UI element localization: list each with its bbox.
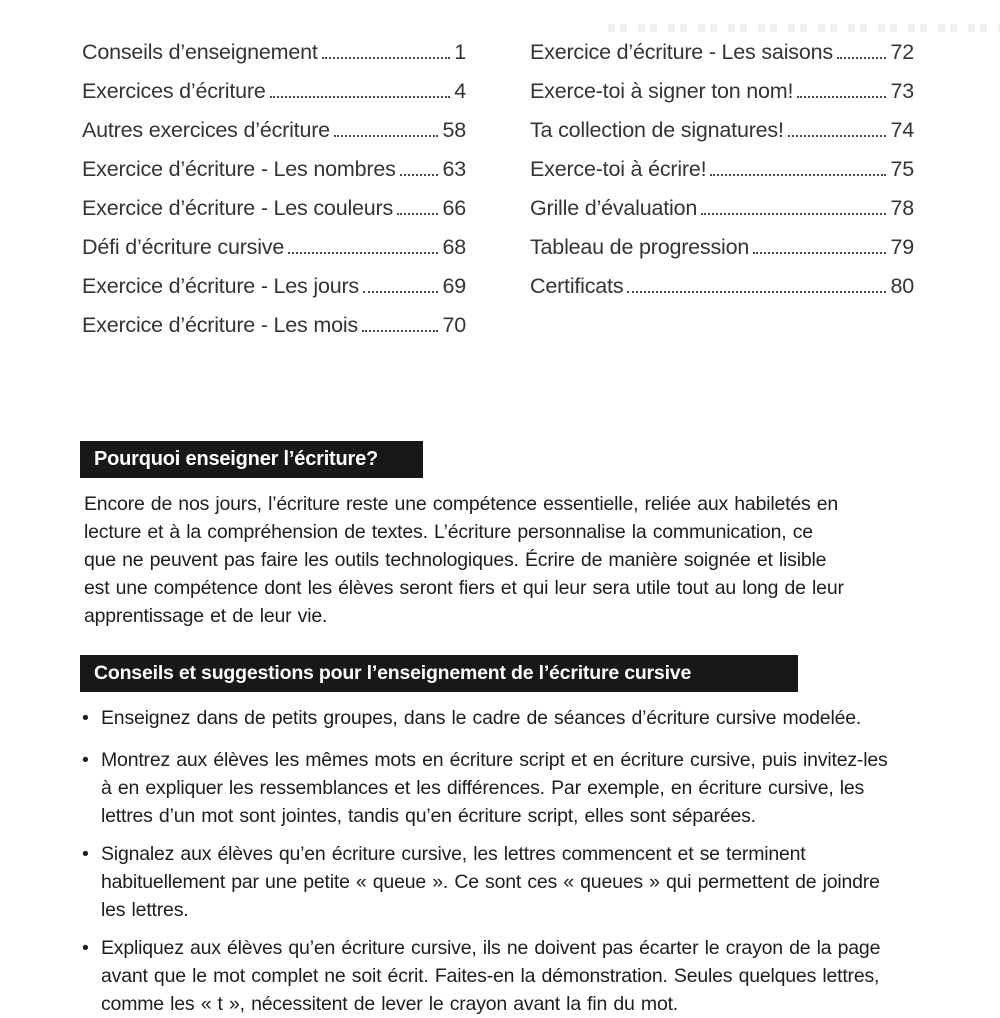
toc-dot-leader [627, 291, 886, 293]
paragraph-line: apprentissage et de leur vie. [84, 605, 328, 627]
why-teach-writing-paragraph [84, 490, 844, 630]
toc-entry-page: 69 [442, 274, 466, 298]
toc-entry-page: 72 [890, 40, 914, 64]
tip-bullet [80, 746, 888, 830]
toc-entry [82, 40, 466, 79]
bullet-line: à en expliquer les ressemblances et les différences. Par exemple, en écriture cursive, les [101, 777, 865, 799]
toc-entry [530, 40, 914, 79]
toc-entry [82, 274, 466, 313]
bullet-line: Signalez aux élèves qu’en écriture cursive, les lettres commencent et se terminent [101, 843, 806, 865]
toc-entry [82, 313, 466, 352]
toc-dot-leader [753, 252, 886, 254]
toc-dot-leader [363, 291, 438, 293]
toc-entry-title: Exercice d’écriture - Les saisons [530, 40, 833, 64]
bullet-line: Montrez aux élèves les mêmes mots en écriture script et en écriture cursive, puis invitez-les [101, 749, 888, 771]
bullet-icon: • [82, 937, 89, 959]
toc-entry [82, 235, 466, 274]
bullet-line: Enseignez dans de petits groupes, dans le cadre de séances d’écriture cursive modelée. [101, 707, 862, 729]
toc-entry [530, 157, 914, 196]
toc-entry [530, 118, 914, 157]
toc-dot-leader [701, 213, 886, 215]
tip-bullet [80, 934, 880, 1018]
section-heading-why-teach-writing: Pourquoi enseigner l’écriture? [80, 441, 423, 478]
toc-dot-leader [837, 57, 887, 59]
toc-entry-title: Autres exercices d’écriture [82, 118, 330, 142]
bullet-line: Expliquez aux élèves qu’en écriture cursive, ils ne doivent pas écarter le crayon de la page [101, 937, 881, 959]
toc-entry [530, 274, 914, 313]
toc-column-left [82, 40, 466, 352]
toc-entry-title: Exerce-toi à écrire! [530, 157, 707, 181]
section-heading-cursive-tips: Conseils et suggestions pour l’enseignement de l’écriture cursive [80, 655, 798, 692]
toc-entry-page: 58 [442, 118, 466, 142]
toc-entry [82, 157, 466, 196]
toc-entry-title: Ta collection de signatures! [530, 118, 784, 142]
toc-entry-title: Exercice d’écriture - Les couleurs [82, 196, 394, 220]
toc-dot-leader [362, 330, 439, 332]
toc-dot-leader [788, 135, 887, 137]
toc-entry-page: 68 [442, 235, 466, 259]
toc-entry-title: Certificats [530, 274, 624, 298]
toc-dot-leader [797, 96, 886, 98]
toc-dot-leader [710, 174, 886, 176]
toc-entry-page: 73 [890, 79, 914, 103]
toc-entry-title: Tableau de progression [530, 235, 750, 259]
tip-bullet [80, 840, 880, 924]
toc-entry-title: Défi d’écriture cursive [82, 235, 285, 259]
toc-entry-title: Conseils d’enseignement [82, 40, 318, 64]
toc-dot-leader [288, 252, 438, 254]
toc-entry [82, 196, 466, 235]
toc-dot-leader [322, 57, 451, 59]
paragraph-line: est une compétence dont les élèves seront fiers et qui leur sera utile tout au long de leur [84, 577, 844, 599]
toc-entry-page: 78 [890, 196, 914, 220]
toc-entry [530, 235, 914, 274]
bullet-line: avant que le mot complet ne soit écrit. Faites-en la démonstration. Seules quelques lettres, [101, 965, 880, 987]
toc-entry [530, 196, 914, 235]
cropped-dotted-leader-remnant [608, 24, 1000, 32]
toc-entry-page: 75 [890, 157, 914, 181]
toc-entry-title: Exerce-toi à signer ton nom! [530, 79, 794, 103]
bullet-line: habituellement par une petite « queue ». Ce sont ces « queues » qui permettent de joindre [101, 871, 880, 893]
paragraph-line: Encore de nos jours, l’écriture reste une compétence essentielle, reliée aux habiletés en [84, 493, 839, 515]
bullet-line: lettres d’un mot sont jointes, tandis qu’en écriture script, elles sont séparées. [101, 805, 756, 827]
toc-dot-leader [270, 96, 451, 98]
bullet-icon: • [82, 707, 89, 729]
toc-dot-leader [397, 213, 438, 215]
toc-entry-title: Exercice d’écriture - Les mois [82, 313, 358, 337]
bullet-line: comme les « t », nécessitent de lever le crayon avant la fin du mot. [101, 993, 679, 1015]
toc-entry [530, 79, 914, 118]
toc-entry-title: Exercices d’écriture [82, 79, 266, 103]
toc-entry-page: 4 [454, 79, 466, 103]
toc-entry-page: 1 [454, 40, 466, 64]
bullet-icon: • [82, 749, 89, 771]
toc-entry-page: 70 [442, 313, 466, 337]
toc-entry [82, 118, 466, 157]
toc-entry-title: Grille d’évaluation [530, 196, 698, 220]
toc-entry-page: 66 [442, 196, 466, 220]
tip-bullet [80, 704, 861, 732]
bullet-line: les lettres. [101, 899, 189, 921]
toc-entry-page: 80 [890, 274, 914, 298]
toc-entry-page: 79 [890, 235, 914, 259]
toc-entry-page: 74 [890, 118, 914, 142]
toc-entry-title: Exercice d’écriture - Les jours [82, 274, 359, 298]
paragraph-line: que ne peuvent pas faire les outils technologiques. Écrire de manière soignée et lisible [84, 549, 827, 571]
toc-column-right [530, 40, 914, 313]
toc-entry-title: Exercice d’écriture - Les nombres [82, 157, 396, 181]
bullet-icon: • [82, 843, 89, 865]
toc-dot-leader [400, 174, 439, 176]
toc-entry [82, 79, 466, 118]
toc-entry-page: 63 [442, 157, 466, 181]
toc-dot-leader [334, 135, 439, 137]
paragraph-line: lecture et à la compréhension de textes. L’écriture personnalise la communication, ce [84, 521, 813, 543]
